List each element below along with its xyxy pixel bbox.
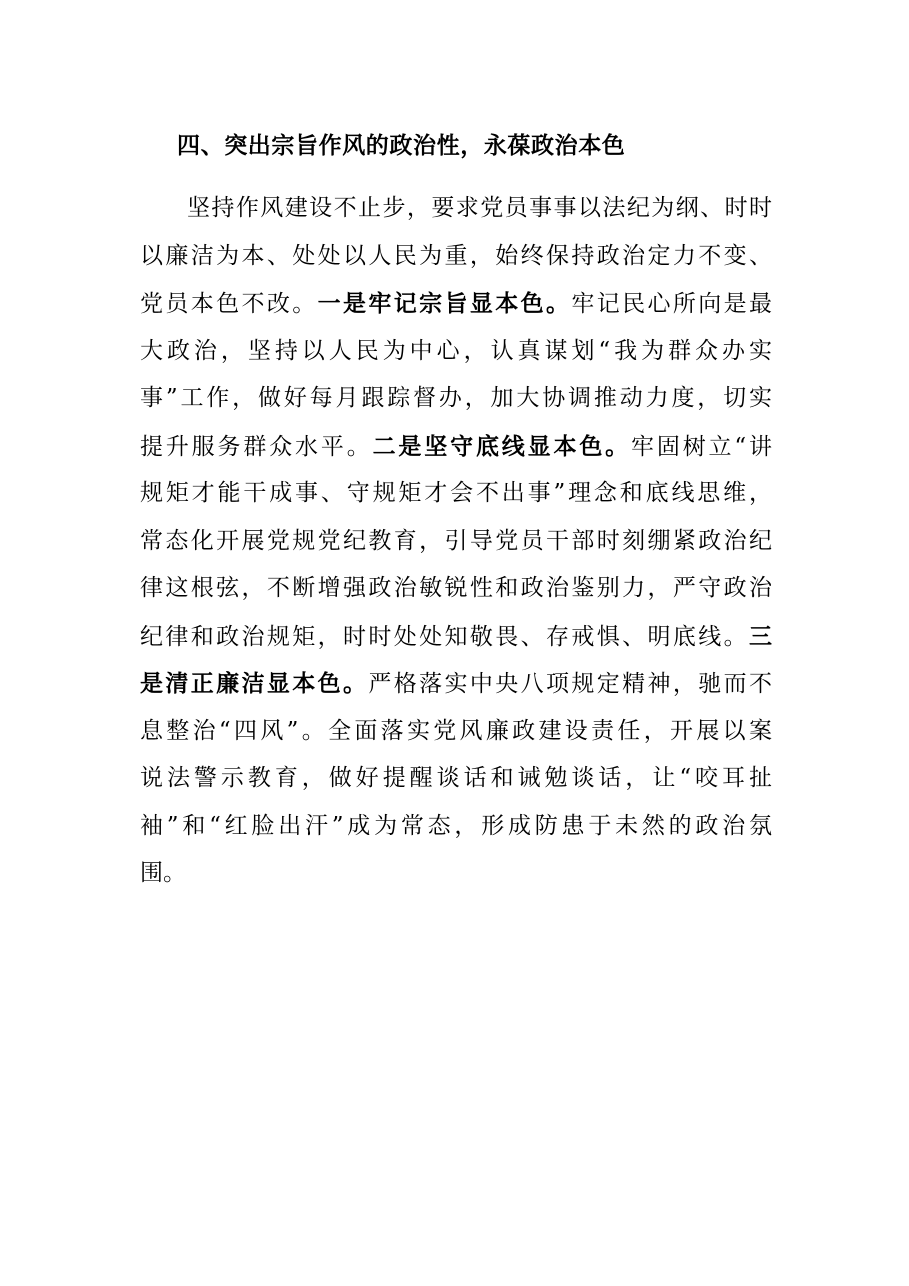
paragraph-line xyxy=(140,185,772,233)
text-run: 事”工作，做好每月跟踪督办，加大协调推动力度，切实 xyxy=(140,385,772,411)
text-run: 息整治“四风”。全面落实党风廉政建设责任，开展以案 xyxy=(140,717,772,744)
text-run: 以廉洁为本、处处以人民为重，始终保持政治定力不变、 xyxy=(140,242,772,269)
bold-lead-phrase: 一是牢记宗旨显本色。 xyxy=(317,290,572,317)
bold-lead-phrase: 三 xyxy=(749,622,772,650)
paragraph-line xyxy=(140,518,772,566)
paragraph-line xyxy=(140,613,772,661)
text-run: 袖”和“红脸出汗”成为常态，形成防患于未然的政治氛 xyxy=(140,812,772,839)
text-run: 牢固树立“讲 xyxy=(631,433,773,460)
text-run: 律这根弦，不断增强政治敏锐性和政治鉴别力，严守政治 xyxy=(140,575,772,601)
paragraph-line xyxy=(140,375,772,423)
bold-lead-phrase: 二是坚守底线显本色。 xyxy=(372,432,632,460)
text-run: 党员本色不改。 xyxy=(140,291,318,317)
text-run: 纪律和政治规矩，时时处处知敬畏、存戒惧、明底线。 xyxy=(140,623,749,650)
section-heading: 四、突出宗旨作风的政治性，永葆政治本色 xyxy=(177,132,626,159)
text-run: 严格落实中央八项规定精神，驰而不 xyxy=(368,671,772,697)
text-run: 牢记民心所向是最 xyxy=(571,291,772,317)
paragraph-line xyxy=(140,423,772,471)
text-run: 围。 xyxy=(140,860,186,886)
paragraph-line xyxy=(140,803,772,851)
paragraph-line xyxy=(140,660,772,708)
text-run: 说法警示教育，做好提醒谈话和诫勉谈话，让“咬耳扯 xyxy=(140,765,772,791)
text-run: 提升服务群众水平。 xyxy=(140,433,373,460)
text-run: 坚持作风建设不止步，要求党员事事以法纪为纲、时时 xyxy=(187,195,772,221)
paragraph-line xyxy=(140,470,772,518)
body-paragraph xyxy=(140,185,772,898)
text-run: 大政治，坚持以人民为中心，认真谋划“我为群众办实 xyxy=(140,337,772,364)
paragraph-line xyxy=(140,328,772,376)
text-run: 规矩才能干成事、守规矩才会不出事”理念和底线思维， xyxy=(140,480,772,506)
paragraph-line xyxy=(140,850,772,898)
paragraph-line xyxy=(140,708,772,756)
paragraph-line xyxy=(140,233,772,281)
bold-lead-phrase: 是清正廉洁显本色。 xyxy=(140,670,369,697)
paragraph-line xyxy=(140,755,772,803)
text-run: 常态化开展党规党纪教育，引导党员干部时刻绷紧政治纪 xyxy=(140,527,772,554)
paragraph-line xyxy=(140,565,772,613)
paragraph-line xyxy=(140,280,772,328)
